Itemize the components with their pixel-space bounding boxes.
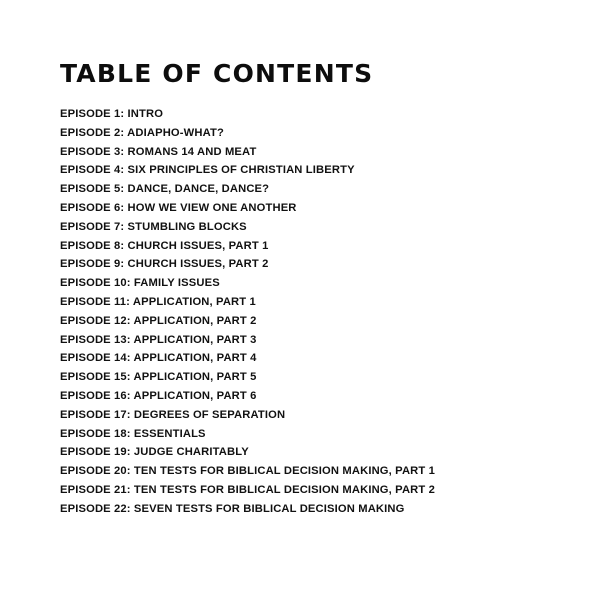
page-title: TABLE OF CONTENTS [60, 59, 374, 88]
episode-item-4: EPISODE 4: SIX PRINCIPLES OF CHRISTIAN LIBERTY [60, 164, 355, 177]
episode-item-19: EPISODE 19: JUDGE CHARITABLY [60, 446, 249, 459]
episode-item-9: EPISODE 9: CHURCH ISSUES, PART 2 [60, 258, 269, 271]
episode-item-6: EPISODE 6: HOW WE VIEW ONE ANOTHER [60, 201, 297, 214]
episode-item-5: EPISODE 5: DANCE, DANCE, DANCE? [60, 183, 270, 196]
episode-item-18: EPISODE 18: ESSENTIALS [60, 427, 206, 440]
episode-item-20: EPISODE 20: TEN TESTS FOR BIBLICAL DECISION MAKING, PART 1 [60, 465, 436, 478]
episode-item-3: EPISODE 3: ROMANS 14 AND MEAT [60, 145, 257, 158]
episode-item-1: EPISODE 1: INTRO [60, 108, 164, 120]
episode-item-8: EPISODE 8: CHURCH ISSUES, PART 1 [60, 239, 269, 252]
episode-item-2: EPISODE 2: ADIAPHO-WHAT? [60, 126, 224, 139]
episode-item-11: EPISODE 11: APPLICATION, PART 1 [60, 295, 256, 308]
episode-item-13: EPISODE 13: APPLICATION, PART 3 [60, 333, 257, 346]
episode-item-17: EPISODE 17: DEGREES OF SEPARATION [60, 408, 286, 421]
episode-item-14: EPISODE 14: APPLICATION, PART 4 [60, 352, 257, 365]
episode-item-22: EPISODE 22: SEVEN TESTS FOR BIBLICAL DECISION MAKING [60, 502, 405, 515]
episode-item-15: EPISODE 15: APPLICATION, PART 5 [60, 371, 257, 384]
episode-item-10: EPISODE 10: FAMILY ISSUES [60, 277, 220, 290]
episode-item-21: EPISODE 21: TEN TESTS FOR BIBLICAL DECISION MAKING, PART 2 [60, 483, 436, 496]
episode-item-7: EPISODE 7: STUMBLING BLOCKS [60, 220, 247, 233]
episode-item-16: EPISODE 16: APPLICATION, PART 6 [60, 389, 257, 402]
episode-list [60, 105, 435, 519]
episode-item-12: EPISODE 12: APPLICATION, PART 2 [60, 314, 257, 327]
